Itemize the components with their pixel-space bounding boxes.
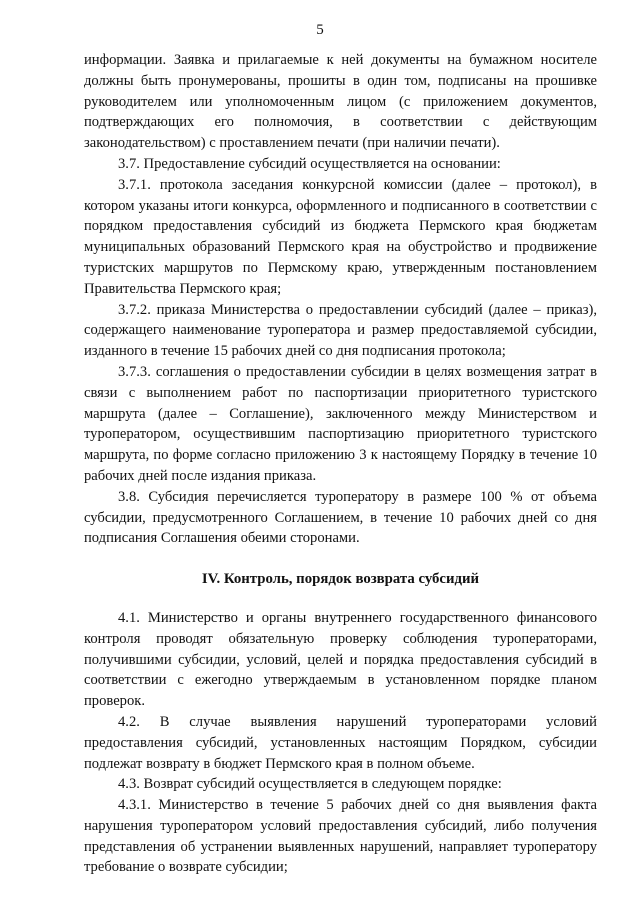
- paragraph-4-3-1: 4.3.1. Министерство в течение 5 рабочих дней со дня выявления факта нарушения туроператором условий предоставления субсидий, либо получения представления об устранении выявленных нарушений, направляет туроператору требование о возврате субсидии;: [84, 797, 597, 876]
- paragraph-4-3: 4.3. Возврат субсидий осуществляется в следующем порядке:: [118, 776, 502, 793]
- document-body: [84, 50, 597, 878]
- section-heading: IV. Контроль, порядок возврата субсидий: [201, 571, 480, 588]
- paragraph-3-8: 3.8. Субсидия перечисляется туроператору в размере 100 % от объема субсидии, предусмотренного Соглашением, в течение 10 рабочих дней со дня подписания Соглашения обеими сторонами.: [84, 488, 597, 547]
- paragraph-4-2: 4.2. В случае выявления нарушений туроператорами условий предоставления субсидий, установленных настоящим Порядком, субсидии подлежат возврату в бюджет Пермского края в полном объеме.: [84, 713, 597, 772]
- spacer: [84, 590, 597, 608]
- paragraph-3-7-1: 3.7.1. протокола заседания конкурсной комиссии (далее – протокол), в котором указаны итоги конкурса, оформленного и подписанного в соответствии с порядком предоставления субсидий из бюджета Пермского края бюджетам муниципальных образований Пермского края на обустройство и продвижение туристских маршрутов по Пермскому краю, утвержденным постановлением Правительства Пермского края;: [84, 176, 597, 297]
- spacer: [84, 549, 597, 569]
- paragraph-3-7-2: 3.7.2. приказа Министерства о предоставлении субсидий (далее – приказ), содержащего наименование туроператора и размер предоставляемой субсидии, изданного в течение 15 рабочих дней со дня подписания протокола;: [84, 301, 597, 360]
- paragraph-3-7-3: 3.7.3. соглашения о предоставлении субсидии в целях возмещения затрат в связи с выполнением работ по паспортизации приоритетного туристского маршрута (далее – Соглашение), заключенного между Министерством и туроператором, осуществившим паспортизацию приоритетного туристского маршрута, по форме согласно приложению 3 к настоящему Порядку в течение 10 рабочих дней после издания приказа.: [84, 363, 597, 484]
- paragraph-3-7: 3.7. Предоставление субсидий осуществляется на основании:: [118, 155, 501, 172]
- paragraph-4-1: 4.1. Министерство и органы внутреннего государственного финансового контроля проводят обязательную проверку соблюдения туроператорами, получившими субсидии, условий, целей и порядка предоставления субсидий в соответствии с ежегодно утверждаемым в установленном порядке планом проверок.: [84, 609, 597, 710]
- page-number: 5: [316, 22, 324, 38]
- paragraph-intro: информации. Заявка и прилагаемые к ней документы на бумажном носителе должны быть пронумерованы, прошиты в один том, подписаны на прошивке руководителем или уполномоченным лицом (с приложением документов, подтверждающих его полномочия, в соответствии с действующим законодательством) с проставлением печати (при наличии печати).: [84, 52, 597, 152]
